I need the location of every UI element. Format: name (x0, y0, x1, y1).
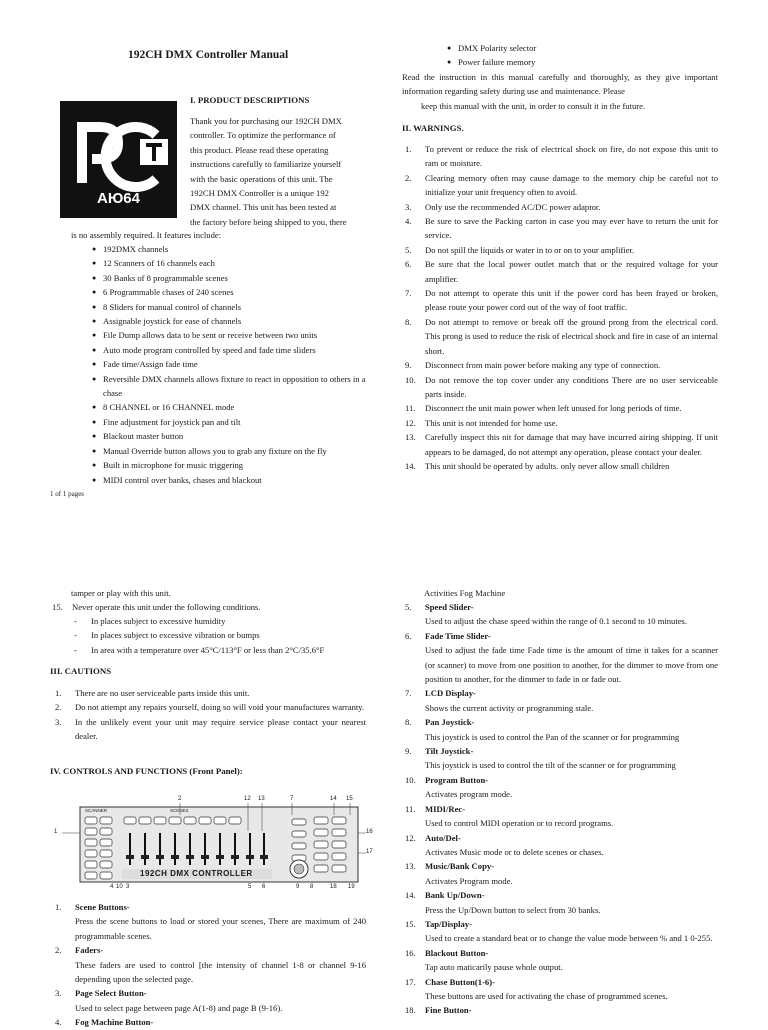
control-label: Chase Button(1-6)- (425, 976, 495, 987)
condition-text: In places subject to excessive humidity (91, 616, 226, 626)
intro-line: controller. To optimize the performance of (190, 130, 336, 141)
feature-item: ● Reversible DMX channels allows fixture to react in opposition to others in a chase (92, 372, 367, 401)
control-description: These buttons are used for activating the chase of programmed scenes. (425, 990, 668, 1001)
control-label: Music/Bank Copy- (425, 861, 495, 872)
condition-text: In places subject to excessive vibration or bumps (91, 630, 260, 641)
right-features-list (447, 41, 647, 70)
control-description: Used to select page between page A(1-8) and page B (9-16). (75, 1002, 283, 1013)
item-number: 1. (405, 144, 412, 154)
control-item (405, 600, 718, 629)
control-description: Tap auto maticarily pause whole output. (425, 962, 563, 973)
feature-item: ● File Dump allows data to be sent or receive between two units (92, 328, 367, 342)
callout: 18 (330, 884, 337, 890)
warning-item (405, 243, 718, 257)
control-label: Scene Buttons- (75, 902, 130, 912)
control-label: Tilt Joystick- (425, 746, 474, 757)
item-number: 9. (405, 746, 412, 757)
intro-line: 192CH DMX Controller is a unique 192 (190, 188, 329, 199)
section-warnings: II. WARNINGS. (402, 123, 464, 133)
warning-item (405, 416, 718, 430)
warning-item (405, 171, 718, 200)
control-item (405, 859, 718, 888)
caution-text: In the unlikely event your unit may require service please contact your nearest dealer. (75, 716, 366, 742)
condition-item: - In places subject to excessive humidity (74, 616, 226, 626)
item-number: 2. (55, 945, 62, 956)
warning-text: Be sure that the local power outlet match that or the required voltage for your amplifier. (425, 259, 718, 284)
control-description: Activates Music mode or to delete scenes or chases. (425, 846, 604, 857)
feature-item: ● DMX Polarity selector (447, 41, 647, 55)
item-number: 4. (55, 1017, 62, 1028)
warning-text: This unit is not intended for home use. (425, 417, 558, 428)
control-label: Speed Slider- (425, 602, 474, 612)
section-controls: IV. CONTROLS AND FUNCTIONS (Front Panel): (50, 766, 243, 776)
control-description: This joystick is used to control the tilt of the scanner or for programming (425, 760, 676, 771)
condition-item: - In area with a temperature over 45°C/113°F or less than 2°C/35.6°F (74, 644, 325, 655)
intro-line: with the basic operations of this unit. The (190, 173, 333, 184)
item-number: 8. (405, 717, 412, 728)
condition-text: In area with a temperature over 45°C/113°F or less than 2°C/35.6°F (91, 644, 325, 655)
warnings-list (405, 142, 718, 473)
callout: 3 (126, 884, 130, 890)
item-number: 9. (405, 360, 412, 371)
control-description: Activates Program mode. (425, 875, 513, 886)
feature-item: ● 8 CHANNEL or 16 CHANNEL mode (92, 400, 367, 414)
feature-item: ● 6 Programmable chases of 240 scenes (92, 285, 367, 299)
warning-text: Do not attempt to operate this unit if the power cord has been frayed or broken, please route your power cord out of the way of foot traffic. (425, 288, 718, 313)
control-label: LCD Display- (425, 688, 476, 699)
intro-continuation: is no assembly required. It features include: (71, 230, 222, 240)
item-number: 11. (405, 403, 416, 414)
controls-list-left (55, 900, 366, 1030)
callout: 9 (296, 884, 300, 890)
warning-item (405, 315, 718, 358)
control-label: Bank Up/Down- (425, 890, 485, 901)
callout: 7 (290, 796, 294, 802)
warning-item (405, 257, 718, 286)
item-number: 3. (55, 988, 62, 999)
feature-item: ● Assignable joystick for ease of channels (92, 314, 367, 328)
tamper-text: tamper or play with this unit. (71, 588, 171, 598)
control-item (405, 715, 718, 744)
control-item (405, 946, 718, 975)
item-number: 10. (405, 774, 416, 785)
panel-scanner-label: SCANNER (85, 808, 108, 813)
control-item (405, 802, 718, 831)
control-item (405, 744, 718, 773)
control-description: Shows the current activity or programming stale. (425, 702, 594, 713)
warning-item (52, 600, 367, 614)
item-number: 14. (405, 460, 416, 471)
warning-text: This unit should be operated by adults. only never allow small children (425, 460, 670, 471)
warning-text: Never operate this unit under the following conditions. (72, 602, 261, 612)
control-item (405, 888, 718, 917)
warning-item (405, 214, 718, 243)
section-product-descriptions: I. PRODUCT DESCRIPTIONS (190, 95, 310, 105)
item-number: 13. (405, 432, 416, 443)
callout: 17 (366, 849, 373, 855)
feature-item: ● MIDI control over banks, chases and blackout (92, 473, 367, 487)
control-label: Tap/Display- (425, 918, 472, 929)
item15-list (52, 600, 367, 614)
control-description: Press the Up/Down button to select from 30 banks. (425, 904, 601, 915)
warning-text: Do not remove the top cover under any conditions There are no user serviceable parts inside. (425, 374, 718, 399)
control-description: Press the scene buttons to load or stored your scenes, There are maximum of 240 programmable scenes. (75, 916, 366, 941)
caution-text: There are no user serviceable parts inside this unit. (75, 688, 250, 698)
item-number: 15. (52, 602, 63, 612)
callout: 6 (262, 884, 266, 890)
warning-item (405, 373, 718, 402)
caution-text: Do not attempt any repairs yourself, doing so will void your manufactures warranty. (75, 702, 365, 713)
feature-item: ● Blackout master button (92, 429, 367, 443)
caution-item (55, 700, 366, 714)
item-number: 11. (405, 803, 416, 814)
item-number: 6. (405, 630, 412, 641)
feature-item: ● Fine adjustment for joystick pan and tilt (92, 415, 367, 429)
control-description: This joystick is used to control the Pan of the scanner or for programming (425, 731, 680, 742)
item-number: 7. (405, 688, 412, 699)
item-number: 1. (55, 902, 62, 912)
callout: 5 (248, 884, 252, 890)
item-number: 12. (405, 832, 416, 843)
control-item (55, 900, 366, 943)
caution-item (55, 686, 366, 700)
control-label: Fade Time Slider- (425, 630, 491, 641)
intro-text (190, 114, 367, 229)
warning-text: Clearing memory often may cause damage to the memory chip be careful not to initialize your unit frequency often to avoid. (425, 172, 718, 198)
keep-manual-text: keep this manual with the unit, in order to consult it in the future. (421, 101, 646, 111)
certification-logo (60, 101, 177, 218)
panel-scenes-label: SCENES (170, 808, 189, 813)
callout: 19 (348, 884, 355, 890)
callout: 14 (330, 796, 337, 802)
warning-text: Do not attempt to remove or break off the ground prong from the electrical cord. This prong is used to reduce the risk of electrical shock and fire in case of an internal short. (425, 316, 718, 356)
item-number: 12. (405, 417, 416, 428)
warning-item (405, 401, 718, 415)
warning-item (405, 358, 718, 372)
control-item (405, 686, 718, 715)
feature-item: ● 192DMX channels (92, 242, 367, 256)
control-item (55, 986, 366, 1015)
control-item (405, 831, 718, 860)
item-number: 2. (55, 702, 62, 713)
warning-item (405, 200, 718, 214)
item-number: 17. (405, 976, 416, 987)
warning-text: Do not spill the liquids or water in to or on to your amplifier. (425, 244, 635, 255)
item-number: 5. (405, 602, 412, 612)
read-instruction-text: Read the instruction in this manual carefully and thoroughly, as they give important information regarding safety during use and maintenance. Please (402, 72, 718, 97)
control-description: These faders are used to control [the intensity of channel 1-8 or channel 9-16 depending upon the selected page. (75, 959, 366, 985)
warning-item (405, 430, 718, 459)
intro-line: Thank you for purchasing our 192CH DMX (190, 116, 342, 126)
feature-item: ● 30 Banks of 8 programmable scenes (92, 271, 367, 285)
control-item (405, 629, 718, 687)
control-item (55, 943, 366, 986)
callout: 15 (346, 796, 353, 802)
features-list (92, 242, 367, 487)
callout: 4 (110, 884, 114, 890)
item-number: 6. (405, 259, 412, 270)
control-label: Program Button- (425, 774, 489, 785)
callout: 2 (178, 796, 182, 802)
warning-text: Disconnect the unit main power when left unused for long periods of time. (425, 403, 682, 414)
callout: 8 (310, 884, 314, 890)
fog-machine-continuation: Activities Fog Machine (424, 588, 506, 598)
control-description: Activates program mode. (425, 789, 513, 800)
control-label: Blackout Button- (425, 947, 489, 958)
intro-line: the factory before being shipped to you, there (190, 216, 347, 227)
item-number: 14. (405, 890, 416, 901)
item-number: 1. (55, 688, 62, 698)
control-item (405, 1003, 718, 1017)
warning-item (405, 286, 718, 315)
item-number: 10. (405, 374, 416, 385)
feature-item: ● 8 Sliders for manual control of channels (92, 300, 367, 314)
item-number: 15. (405, 918, 416, 929)
control-label: Auto/Del- (425, 832, 461, 843)
panel-label: 192CH DMX CONTROLLER (140, 869, 253, 878)
feature-item: ● Fade time/Assign fade time (92, 357, 367, 371)
item-number: 8. (405, 316, 412, 327)
warning-item (405, 142, 718, 171)
manual-title: 192CH DMX Controller Manual (128, 49, 289, 61)
page-footer: 1 of 1 pages (50, 490, 85, 498)
callout: 10 (116, 884, 123, 890)
controls-list-right (405, 600, 718, 1018)
caution-item (55, 715, 366, 744)
control-item (55, 1015, 366, 1029)
warning-text: Disconnect from main power before making any type of connection. (425, 360, 661, 371)
warning-text: To prevent or reduce the risk of electrical shock on fire, do not expose this unit to ram or moisture. (425, 144, 718, 169)
control-label: Fog Machine Button- (75, 1017, 154, 1028)
item-number: 3. (405, 201, 412, 212)
front-panel-diagram (52, 795, 372, 895)
control-item (405, 917, 718, 946)
callout: 13 (258, 796, 265, 802)
control-label: MIDI/Rec- (425, 803, 466, 814)
feature-item: ● Built in microphone for music triggering (92, 458, 367, 472)
item-number: 3. (55, 716, 62, 727)
item-number: 16. (405, 947, 416, 958)
intro-line: DMX channel. This unit has been tested at (190, 202, 337, 213)
warning-item (405, 459, 718, 473)
feature-item: ● Auto mode program controlled by speed and fade time sliders (92, 343, 367, 357)
warning-text: Carefully inspect this nit for damage that may have incurred airing shipping. If unit appears to be damaged, do not attempt any operation, please contact your dealer. (425, 432, 718, 457)
control-label: Page Select Button- (75, 988, 147, 999)
control-item (405, 975, 718, 1004)
feature-item: ● 12 Scanners of 16 channels each (92, 256, 367, 270)
item-number: 5. (405, 244, 412, 255)
item-number: 2. (405, 172, 412, 183)
intro-line: instructions carefully to familiarize yourself (190, 159, 342, 170)
section-cautions: III. CAUTIONS (50, 666, 112, 676)
logo-code: АЮ64 (97, 190, 140, 207)
feature-item: ● Manual Override button allows you to grab any fixture on the fly (92, 444, 367, 458)
conditions-list (74, 614, 374, 657)
item-number: 18. (405, 1005, 416, 1016)
item-number: 13. (405, 861, 416, 872)
control-item (405, 773, 718, 802)
item-number: 4. (405, 216, 412, 227)
control-description: Used to adjust the chase speed within the range of 0.1 second to 10 minutes. (425, 616, 688, 627)
control-label: Faders- (75, 945, 104, 956)
feature-item: ● Power failure memory (447, 55, 647, 69)
control-description: Used to adjust the fade time Fade time is the amount of time it takes for a scanner (or scanner) to move from one position to another, for the dimmer to move from one position to another, for the dimmer to fade in or fade out. (425, 645, 718, 685)
control-label: Pan Joystick- (425, 717, 475, 728)
warning-text: Be sure to save the Packing carton in case you may ever have to return the unit for service. (425, 216, 718, 241)
cautions-list (55, 686, 366, 744)
intro-line: this product. Please read these operating (190, 144, 329, 155)
condition-item: - In places subject to excessive vibration or bumps (74, 630, 260, 641)
item-number: 7. (405, 288, 412, 299)
callout: 16 (366, 829, 373, 835)
control-description: Used to control MIDI operation or to record programs. (425, 818, 614, 829)
callout: 1 (54, 829, 58, 835)
callout: 12 (244, 796, 251, 802)
control-description: Used to create a standard beat or to change the value mode between % and 1 0-255. (425, 933, 713, 944)
control-label: Fine Button- (425, 1005, 472, 1016)
warning-text: Only use the recommended AC/DC power adaptor. (425, 201, 601, 212)
